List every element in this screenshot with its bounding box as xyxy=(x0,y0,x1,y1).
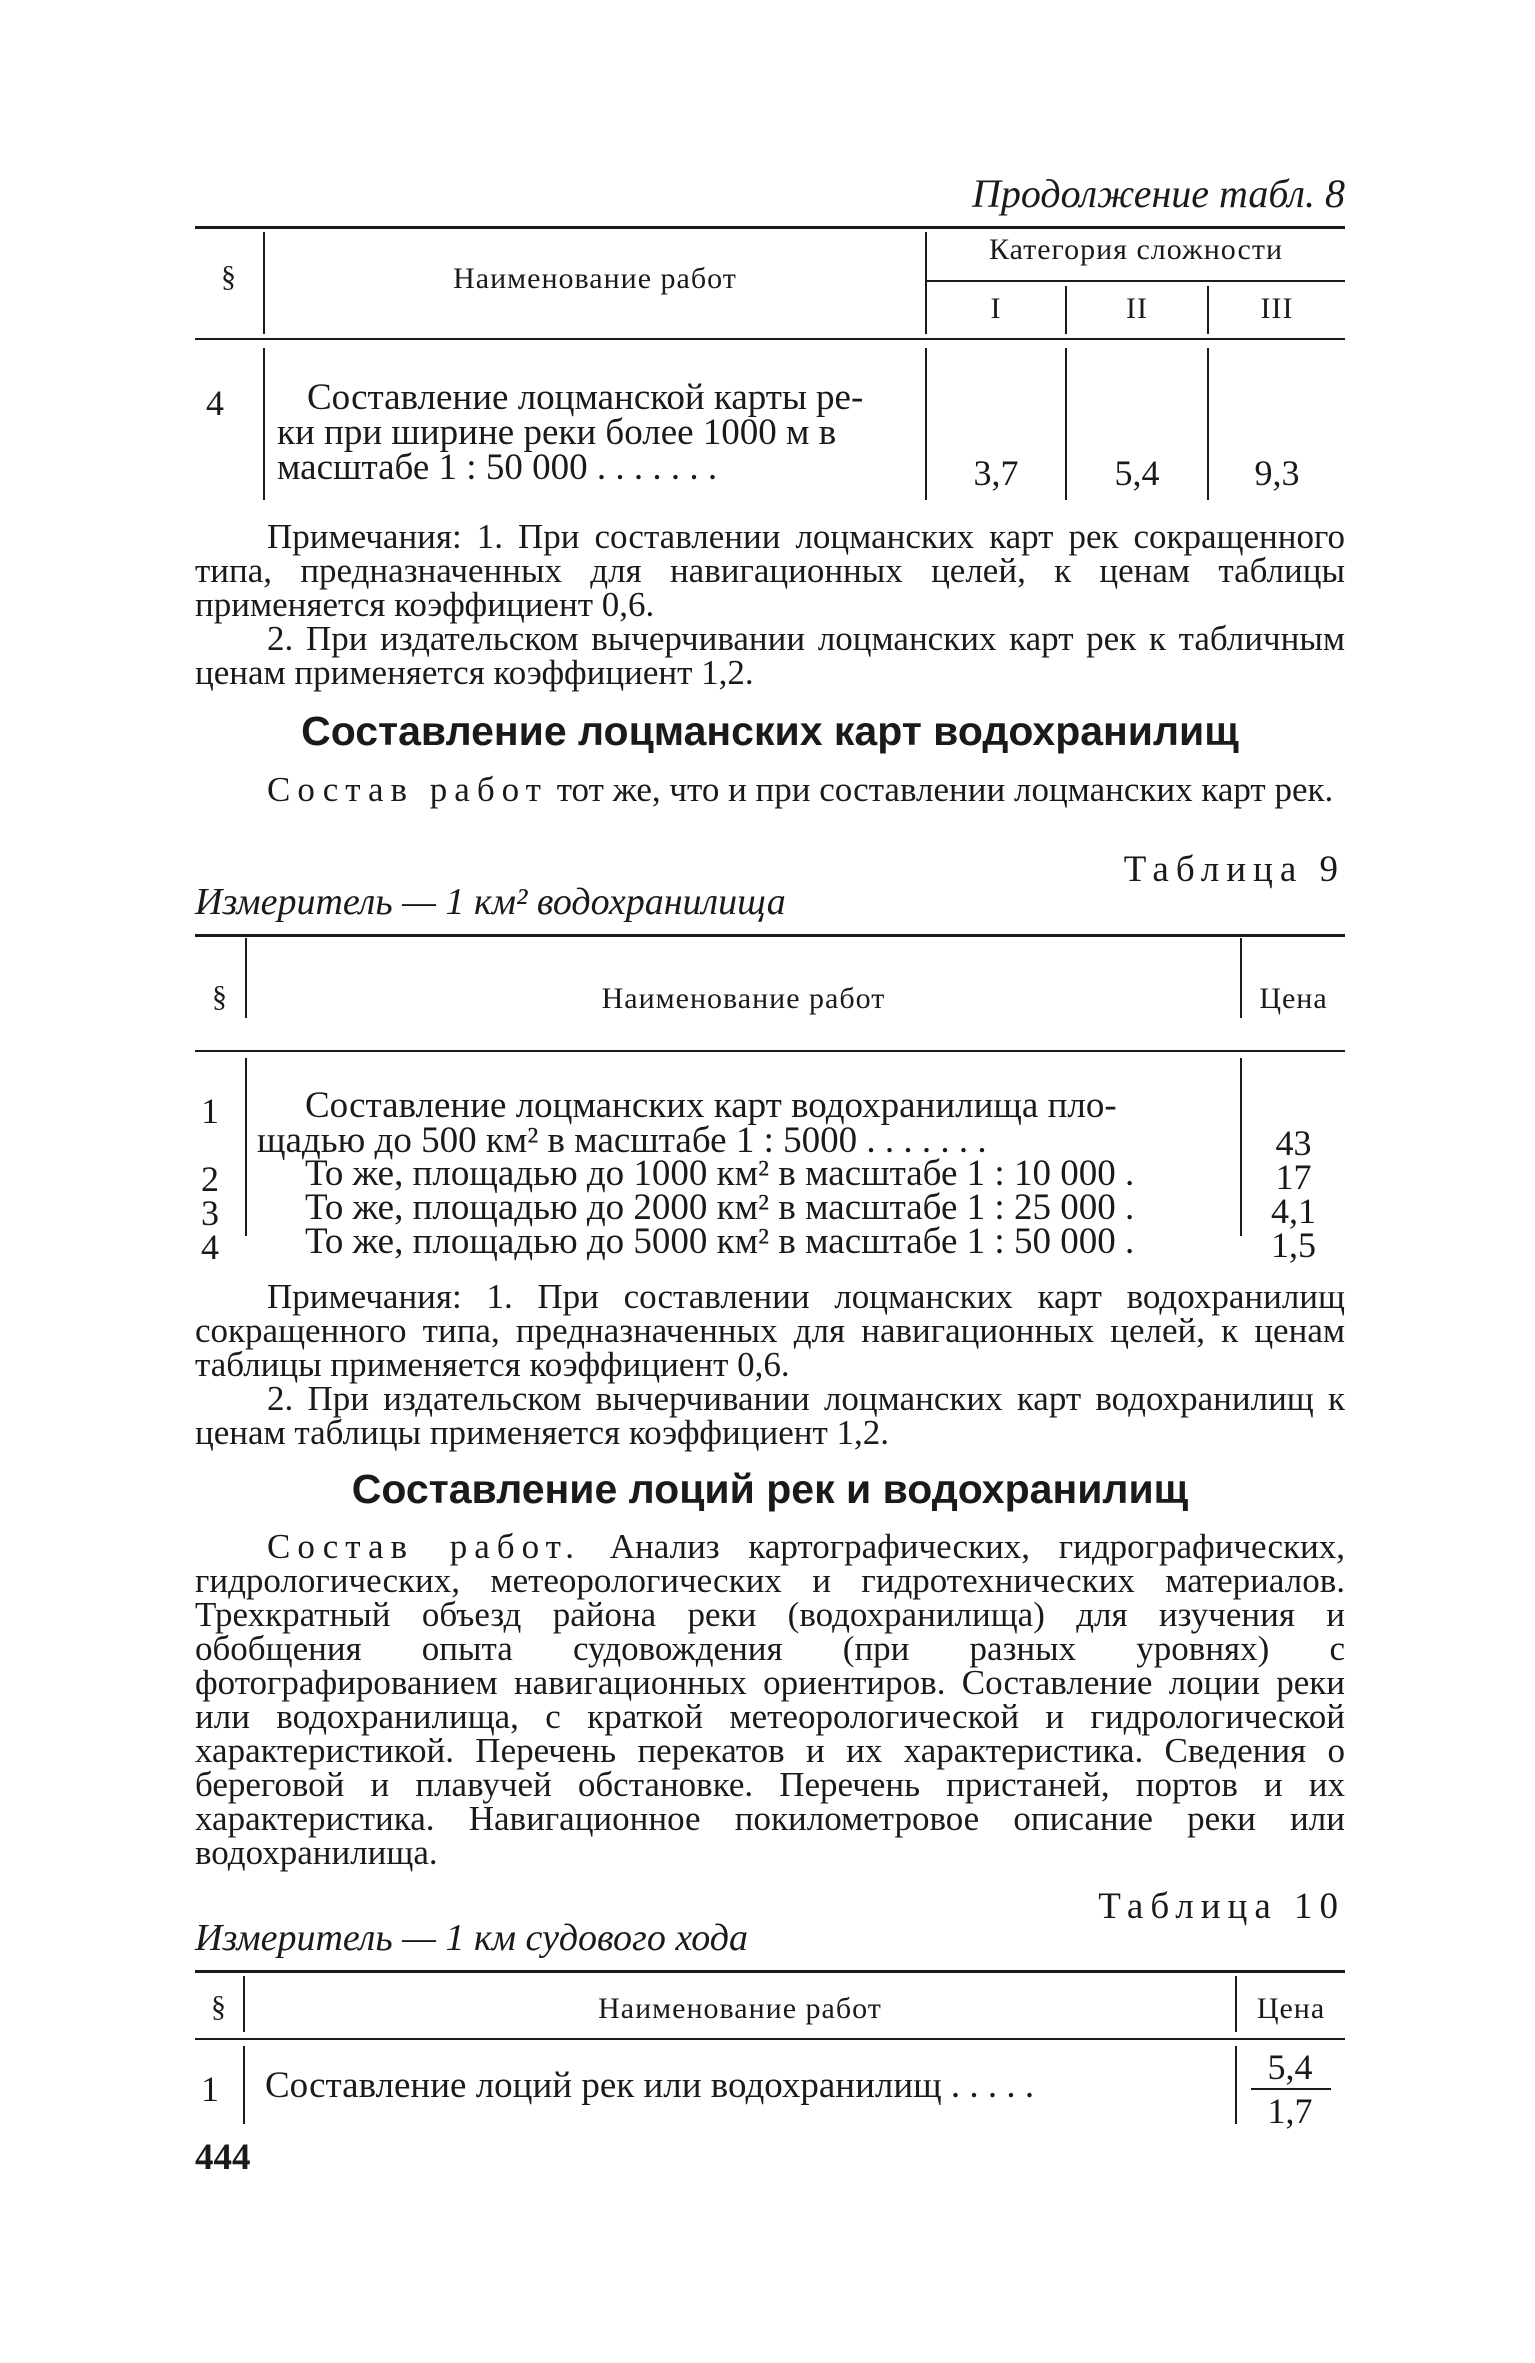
table-9-label: Таблица 9 xyxy=(1123,849,1345,890)
table-9-row-3-price: 4,1 xyxy=(1271,1191,1316,1231)
note-8-2: 2. При издательском вычерчивании лоцманских карт рек к табличным ценам применяется коэффициент 1,2. xyxy=(195,619,1345,692)
table-9-row-4-num: 4 xyxy=(201,1227,219,1267)
table-8-col-category: Категория сложности xyxy=(988,233,1284,266)
table-9-col-name: Наименование работ xyxy=(601,982,886,1015)
table-9-row-1-text: Составление лоцманских карт водохранилища пло- щадью до 500 км² в масштабе 1 : 5000 . . . . . . . xyxy=(257,1085,1117,1161)
table-8-top-rule xyxy=(195,226,1345,229)
composition-9-lead: Состав работ xyxy=(267,770,548,809)
table-8-row-num: 4 xyxy=(206,383,224,423)
table-9-col-par: § xyxy=(212,980,228,1013)
continuation-title: Продолжение табл. 8 xyxy=(971,171,1345,216)
composition-10-lead: Состав работ. xyxy=(267,1527,582,1566)
table-10-row-num: 1 xyxy=(201,2069,219,2109)
table-10-price-top: 5,4 xyxy=(1267,2047,1313,2087)
table-8-value-i: 3,7 xyxy=(973,453,1019,493)
table-8-value-ii: 5,4 xyxy=(1114,453,1160,493)
table-8-cat-i: I xyxy=(990,292,1002,325)
table-9-row-1-price: 43 xyxy=(1275,1123,1312,1163)
table-9-row-3-num: 3 xyxy=(201,1193,219,1233)
table-9-top-rule xyxy=(195,934,1345,937)
table-8-value-iii: 9,3 xyxy=(1254,453,1300,493)
heading-reservoir-charts: Составление лоцманских карт водохранилищ xyxy=(301,708,1239,754)
table-8-col-par: § xyxy=(221,260,237,293)
composition-9-text: тот же, что и при составлении лоцманских карт рек. xyxy=(547,770,1334,809)
table-9-row-4-text: То же, площадью до 5000 км² в масштабе 1 : 50 000 . xyxy=(305,1221,1135,1262)
table-8-cat-ii: II xyxy=(1126,292,1148,325)
table-10-col-name: Наименование работ xyxy=(598,1992,882,2025)
table-10-label: Таблица 10 xyxy=(1098,1886,1345,1927)
table-8-cat-iii: III xyxy=(1260,292,1294,325)
table-9-row-1-num: 1 xyxy=(201,1091,219,1131)
table-10-price-bottom: 1,7 xyxy=(1267,2091,1313,2131)
table-9-row-4-price: 1,5 xyxy=(1271,1225,1316,1265)
table-9-row-2-num: 2 xyxy=(201,1159,219,1199)
composition-10 xyxy=(195,1527,1345,1872)
note-8-1: Примечания: 1. При составлении лоцманских карт рек сокращенного типа, предназначенных для навигационных целей, к ценам таблицы применяется коэффициент 0,6. xyxy=(195,517,1345,624)
table-10-col-price: Цена xyxy=(1256,1992,1326,2025)
composition-9 xyxy=(195,770,1345,809)
table-9-row-2-price: 17 xyxy=(1275,1157,1312,1197)
note-9-1: Примечания: 1. При составлении лоцманских карт водохранилищ сокращенного типа, предназначенных для навигационных целей, к ценам таблицы применяется коэффициент 0,6. xyxy=(195,1277,1345,1384)
table-8-col-name: Наименование работ xyxy=(453,262,737,295)
table-10-row-text: Составление лоций рек или водохранилищ . . . . . xyxy=(265,2065,1035,2106)
composition-10-text: Анализ картографических, гидрографических, гидрологических, метеорологических и гидротехнических материалов. Трехкратный объезд района реки (водохранилища) для изучения и обобщения опыта судовождения (при разных уровнях) с фотографированием навигационных ориентиров. Составление лоции реки или водохранилища, с краткой метеорологической и гидрологической характеристикой. Перечень перекатов и их характеристика. Сведения о береговой и плавучей обстановке. Перечень пристаней, портов и их характеристика. Навигационное покилометровое описание реки или водохранилища. xyxy=(195,1527,1345,1872)
table-9-measure: Измеритель — 1 км² водохранилища xyxy=(195,881,786,923)
notes-table-9 xyxy=(195,1277,1345,1452)
heading-river-pilots: Составление лоций рек и водохранилищ xyxy=(351,1466,1189,1512)
table-9-row-3-text: То же, площадью до 2000 км² в масштабе 1 : 25 000 . xyxy=(305,1187,1135,1228)
table-8-row-text: Составление лоцманской карты ре- ки при ширине реки более 1000 м в масштабе 1 : 50 000 . . . . . . . xyxy=(277,377,864,488)
notes-table-8 xyxy=(195,517,1345,692)
table-9-row-2-text: То же, площадью до 1000 км² в масштабе 1 : 10 000 . xyxy=(305,1153,1135,1194)
table-10-col-par: § xyxy=(211,1990,227,2023)
table-10-top-rule xyxy=(195,1970,1345,1973)
page-number: 444 xyxy=(195,2137,251,2178)
table-10-measure: Измеритель — 1 км судового хода xyxy=(195,1917,749,1959)
table-9-col-price: Цена xyxy=(1259,982,1328,1015)
note-9-2: 2. При издательском вычерчивании лоцманских карт водохранилищ к ценам таблицы применяется коэффициент 1,2. xyxy=(195,1379,1345,1452)
